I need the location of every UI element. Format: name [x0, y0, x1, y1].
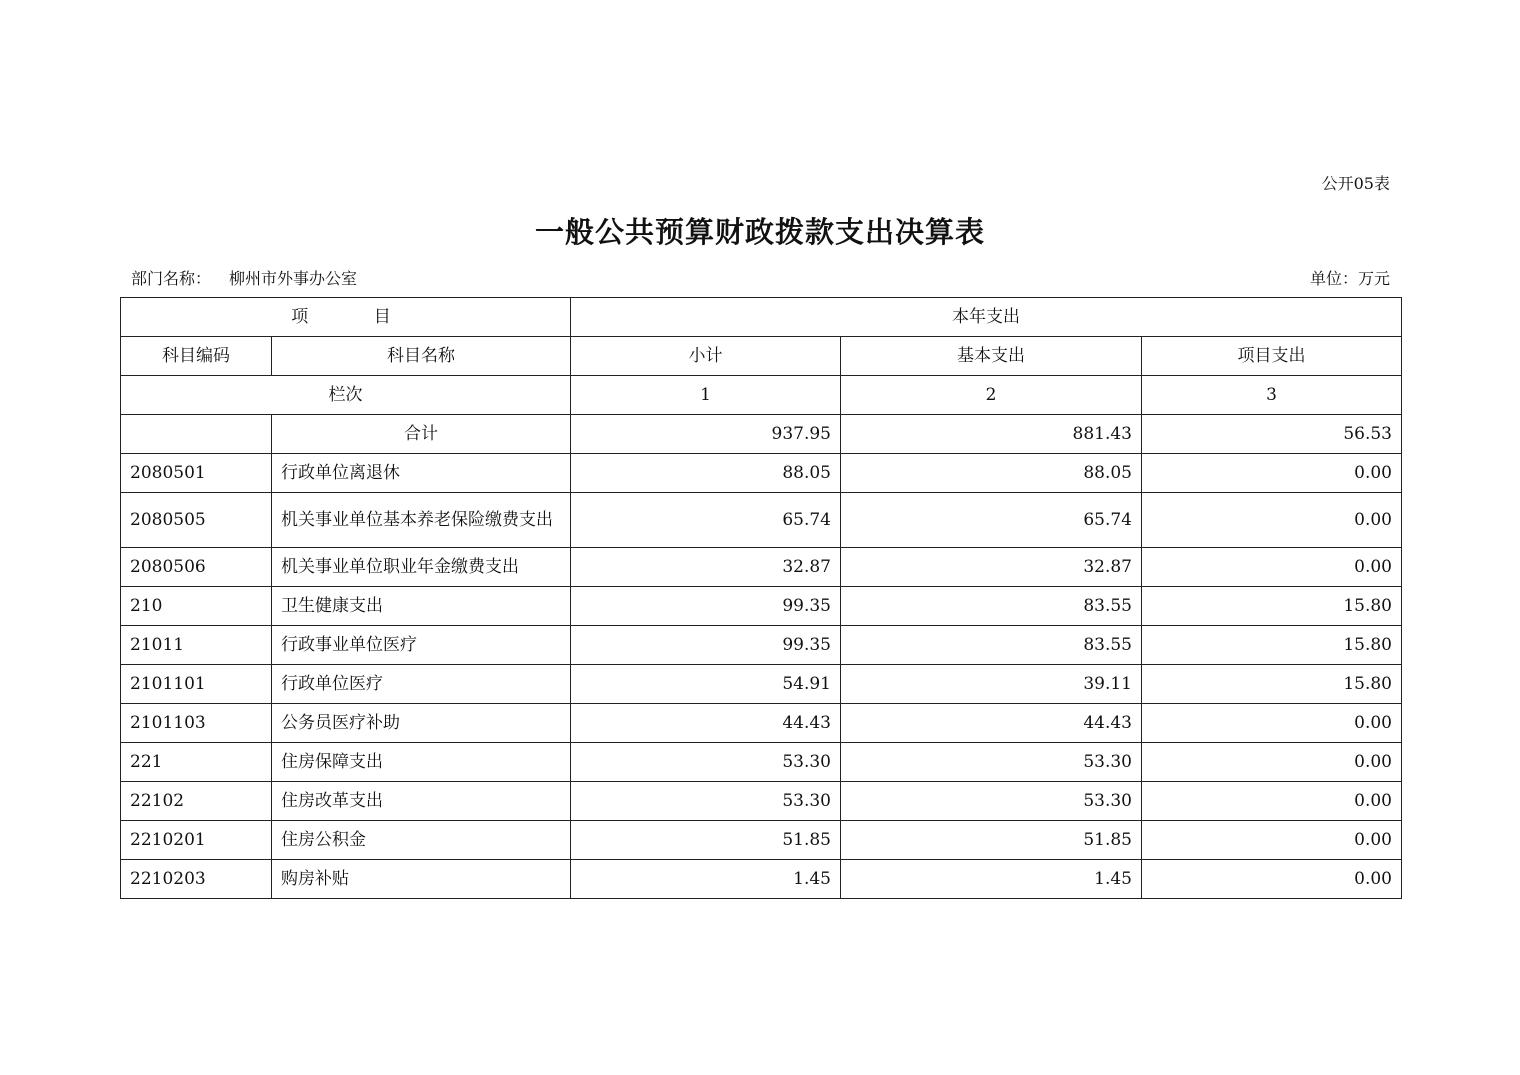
row-code: 2080506	[121, 548, 272, 587]
row-subtotal: 32.87	[571, 548, 841, 587]
row-name: 行政单位医疗	[272, 665, 571, 704]
department-label: 部门名称：	[131, 269, 212, 288]
row-code: 2080505	[121, 493, 272, 548]
row-project: 0.00	[1142, 743, 1402, 782]
form-number: 公开05表	[1321, 174, 1390, 193]
row-project: 0.00	[1142, 782, 1402, 821]
row-name: 行政事业单位医疗	[272, 626, 571, 665]
row-project: 0.00	[1142, 454, 1402, 493]
row-name: 住房保障支出	[272, 743, 571, 782]
row-subtotal: 51.85	[571, 821, 841, 860]
row-code: 2210201	[121, 821, 272, 860]
row-code: 22102	[121, 782, 272, 821]
table-row	[121, 454, 1402, 493]
row-code: 210	[121, 587, 272, 626]
row-basic: 39.11	[841, 665, 1142, 704]
row-subtotal: 99.35	[571, 587, 841, 626]
total-label: 合计	[272, 415, 571, 454]
row-code: 21011	[121, 626, 272, 665]
total-basic: 881.43	[841, 415, 1142, 454]
total-code-cell	[121, 415, 272, 454]
column-index-1: 1	[571, 376, 841, 415]
column-index-3: 3	[1142, 376, 1402, 415]
row-basic: 53.30	[841, 743, 1142, 782]
header-columns-row	[121, 337, 1402, 376]
row-basic: 83.55	[841, 626, 1142, 665]
header-current-year: 本年支出	[571, 298, 1402, 337]
row-project: 0.00	[1142, 493, 1402, 548]
total-row	[121, 415, 1402, 454]
page-title: 一般公共预算财政拨款支出决算表	[534, 215, 985, 249]
row-project: 15.80	[1142, 626, 1402, 665]
row-project: 0.00	[1142, 704, 1402, 743]
header-code: 科目编码	[121, 337, 272, 376]
row-subtotal: 1.45	[571, 860, 841, 899]
header-name: 科目名称	[272, 337, 571, 376]
table-row	[121, 587, 1402, 626]
row-name: 公务员医疗补助	[272, 704, 571, 743]
row-basic: 1.45	[841, 860, 1142, 899]
row-project: 15.80	[1142, 587, 1402, 626]
header-group-row	[121, 298, 1402, 337]
row-name: 购房补贴	[272, 860, 571, 899]
row-basic: 88.05	[841, 454, 1142, 493]
table-row	[121, 743, 1402, 782]
table-row	[121, 704, 1402, 743]
unit-label: 单位：万元	[1309, 269, 1390, 288]
row-subtotal: 88.05	[571, 454, 841, 493]
column-index-label: 栏次	[121, 376, 571, 415]
column-index-row	[121, 376, 1402, 415]
row-subtotal: 53.30	[571, 743, 841, 782]
row-subtotal: 54.91	[571, 665, 841, 704]
row-subtotal: 53.30	[571, 782, 841, 821]
table-row	[121, 493, 1402, 548]
header-item: 项 目	[121, 298, 571, 337]
table-row	[121, 860, 1402, 899]
row-basic: 53.30	[841, 782, 1142, 821]
row-name: 卫生健康支出	[272, 587, 571, 626]
table-row	[121, 548, 1402, 587]
row-code: 221	[121, 743, 272, 782]
row-project: 0.00	[1142, 821, 1402, 860]
row-name: 行政单位离退休	[272, 454, 571, 493]
table-row	[121, 782, 1402, 821]
row-name: 机关事业单位基本养老保险缴费支出	[272, 493, 571, 548]
header-basic: 基本支出	[841, 337, 1142, 376]
row-basic: 65.74	[841, 493, 1142, 548]
row-basic: 51.85	[841, 821, 1142, 860]
header-project: 项目支出	[1142, 337, 1402, 376]
row-name: 住房改革支出	[272, 782, 571, 821]
row-code: 2101103	[121, 704, 272, 743]
row-project: 15.80	[1142, 665, 1402, 704]
total-project: 56.53	[1142, 415, 1402, 454]
row-subtotal: 65.74	[571, 493, 841, 548]
row-code: 2080501	[121, 454, 272, 493]
department-line	[131, 266, 357, 289]
row-name: 机关事业单位职业年金缴费支出	[272, 548, 571, 587]
row-subtotal: 99.35	[571, 626, 841, 665]
department-value: 柳州市外事办公室	[229, 269, 358, 288]
budget-table	[120, 297, 1402, 899]
header-subtotal: 小计	[571, 337, 841, 376]
row-basic: 32.87	[841, 548, 1142, 587]
row-code: 2210203	[121, 860, 272, 899]
row-basic: 44.43	[841, 704, 1142, 743]
table-row	[121, 821, 1402, 860]
row-code: 2101101	[121, 665, 272, 704]
row-name: 住房公积金	[272, 821, 571, 860]
row-basic: 83.55	[841, 587, 1142, 626]
row-subtotal: 44.43	[571, 704, 841, 743]
row-project: 0.00	[1142, 860, 1402, 899]
column-index-2: 2	[841, 376, 1142, 415]
table-row	[121, 626, 1402, 665]
row-project: 0.00	[1142, 548, 1402, 587]
total-subtotal: 937.95	[571, 415, 841, 454]
table-row	[121, 665, 1402, 704]
